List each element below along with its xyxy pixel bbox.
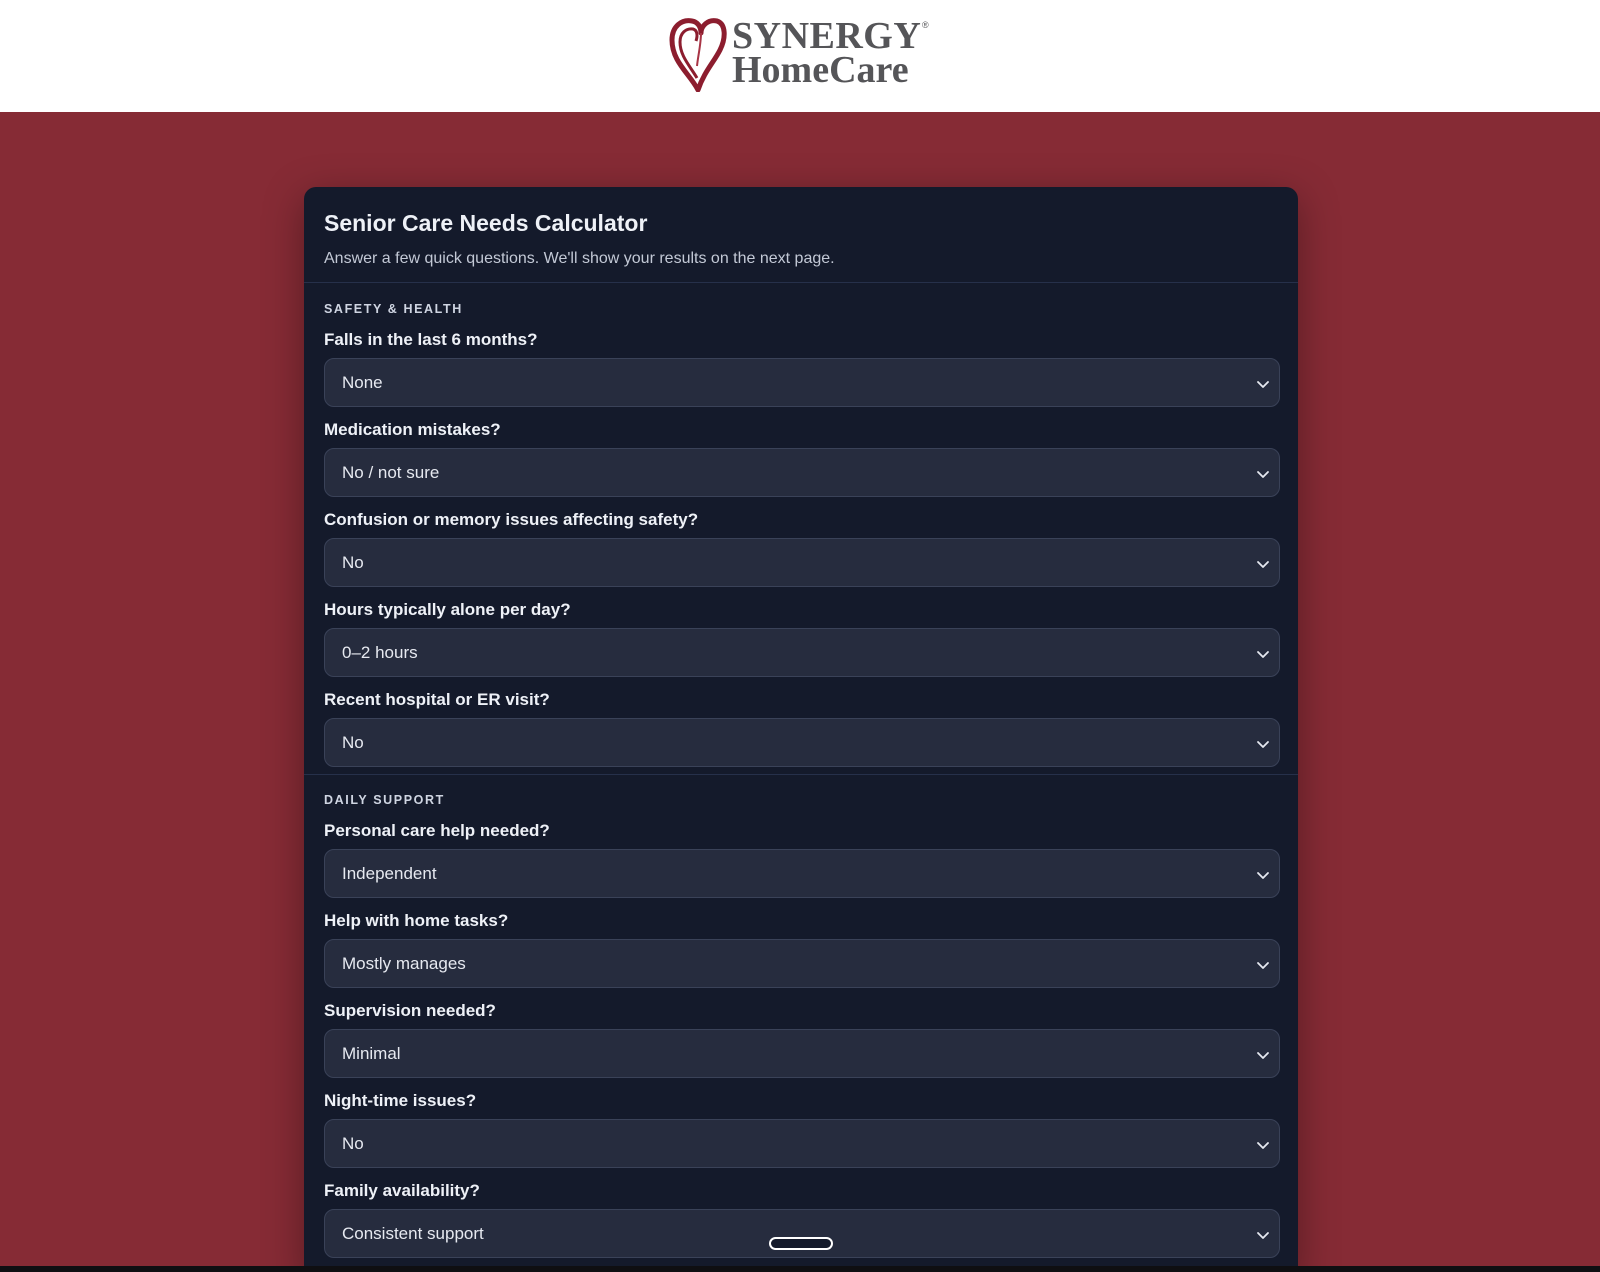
family-availability-select[interactable] [324, 1209, 1280, 1258]
field-medication [324, 420, 1278, 497]
synergy-homecare-logo[interactable] [668, 14, 938, 94]
chevron-down-icon [1255, 1137, 1271, 1153]
medication-select[interactable] [324, 448, 1280, 497]
select-value: No [342, 733, 364, 752]
chevron-down-icon [1255, 646, 1271, 662]
chevron-down-icon [1255, 957, 1271, 973]
site-header [0, 0, 1600, 112]
field-confusion [324, 510, 1278, 587]
hours-alone-select[interactable] [324, 628, 1280, 677]
section-title: SAFETY & HEALTH [324, 302, 463, 316]
chevron-down-icon [1255, 1227, 1271, 1243]
personal-care-select[interactable] [324, 849, 1280, 898]
select-value: None [342, 373, 383, 392]
field-label: Night-time issues? [324, 1091, 477, 1110]
supervision-select[interactable] [324, 1029, 1280, 1078]
field-label: Personal care help needed? [324, 821, 550, 840]
field-label: Confusion or memory issues affecting safety? [324, 510, 699, 529]
heart-logo-icon [668, 16, 728, 92]
field-label: Medication mistakes? [324, 420, 501, 439]
section-title: DAILY SUPPORT [324, 793, 445, 807]
field-night-time [324, 1091, 1278, 1168]
chevron-down-icon [1255, 466, 1271, 482]
home-tasks-select[interactable] [324, 939, 1280, 988]
chevron-down-icon [1255, 736, 1271, 752]
logo-registered-mark: ® [922, 20, 929, 30]
section-safety-health [304, 283, 1298, 775]
calculator-subtitle: Answer a few quick questions. We'll show your results on the next page. [324, 250, 835, 267]
bottom-strip [0, 1266, 1600, 1272]
field-label: Falls in the last 6 months? [324, 330, 538, 349]
chevron-down-icon [1255, 867, 1271, 883]
field-hospital-visit [324, 690, 1278, 767]
night-time-select[interactable] [324, 1119, 1280, 1168]
confusion-select[interactable] [324, 538, 1280, 587]
calculator-card [304, 187, 1298, 1272]
select-value: Consistent support [342, 1224, 484, 1243]
field-label: Help with home tasks? [324, 911, 509, 930]
field-personal-care [324, 821, 1278, 898]
select-value: No / not sure [342, 463, 440, 482]
select-value: 0–2 hours [342, 643, 418, 662]
select-value: Independent [342, 864, 437, 883]
falls-select[interactable] [324, 358, 1280, 407]
field-falls [324, 330, 1278, 407]
chevron-down-icon [1255, 376, 1271, 392]
field-home-tasks [324, 911, 1278, 988]
logo-word-homecare: HomeCare [732, 49, 909, 91]
chevron-down-icon [1255, 556, 1271, 572]
select-value: No [342, 553, 364, 572]
field-label: Hours typically alone per day? [324, 600, 571, 619]
hospital-visit-select[interactable] [324, 718, 1280, 767]
field-label: Recent hospital or ER visit? [324, 690, 550, 709]
scroll-handle[interactable] [769, 1237, 833, 1250]
field-hours-alone [324, 600, 1278, 677]
select-value: No [342, 1134, 364, 1153]
field-label: Supervision needed? [324, 1001, 496, 1020]
logo-word-synergy: SYNERGY [732, 15, 922, 57]
select-value: Minimal [342, 1044, 401, 1063]
section-daily-support [304, 775, 1298, 1258]
chevron-down-icon [1255, 1047, 1271, 1063]
field-supervision [324, 1001, 1278, 1078]
calculator-title: Senior Care Needs Calculator [324, 210, 648, 236]
field-label: Family availability? [324, 1181, 480, 1200]
select-value: Mostly manages [342, 954, 466, 973]
calculator-header [304, 187, 1298, 283]
